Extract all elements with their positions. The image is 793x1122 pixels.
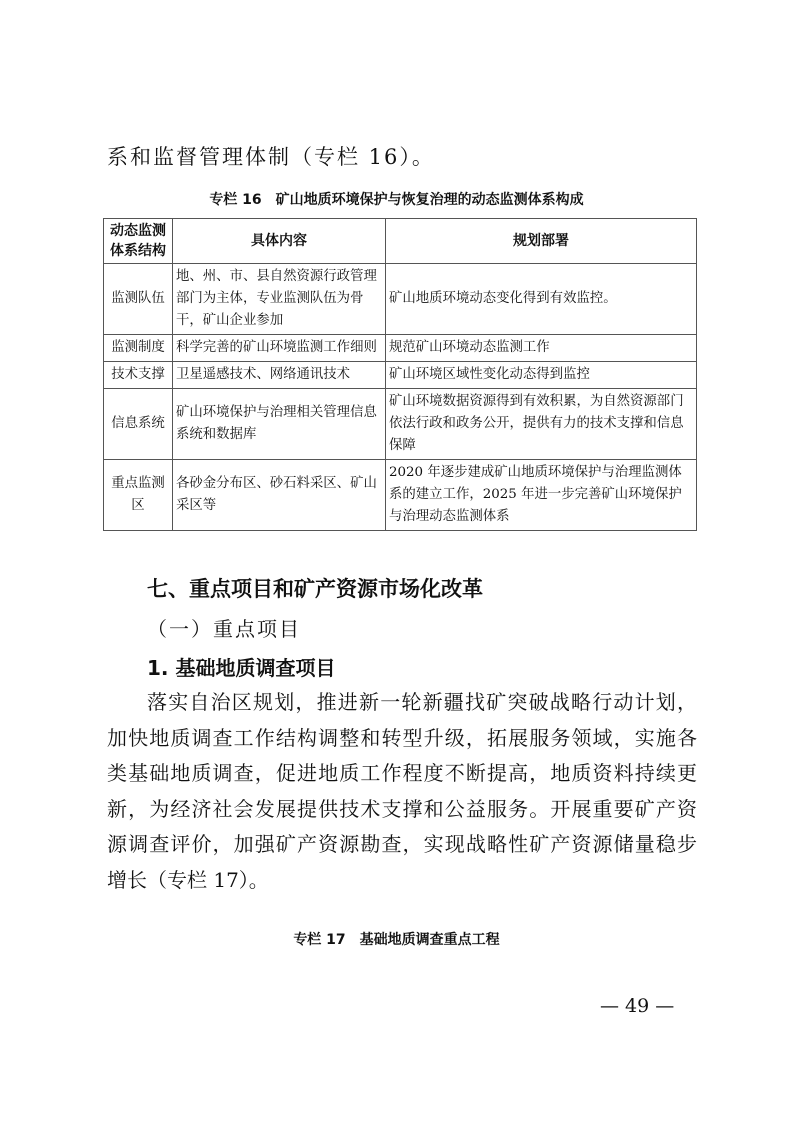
row-label: 信息系统 — [104, 389, 173, 460]
item-title: 1. 基础地质调查项目 — [147, 656, 336, 680]
table-row — [104, 460, 697, 531]
row-label: 监测制度 — [104, 335, 173, 362]
row-content: 卫星遥感技术、网络通讯技术 — [173, 362, 386, 389]
row-plan: 矿山地质环境动态变化得到有效监控。 — [386, 264, 697, 335]
box17-caption: 专栏 17 基础地质调查重点工程 — [293, 932, 500, 948]
paragraph-line: 加快地质调查工作结构调整和转型升级，拓展服务领域，实施各 — [107, 725, 697, 750]
body-paragraph — [107, 685, 697, 898]
header-structure: 动态监测体系结构 — [104, 219, 173, 264]
row-label: 技术支撑 — [104, 362, 173, 389]
row-label: 重点监测区 — [104, 460, 173, 531]
row-content: 科学完善的矿山环境监测工作细则 — [173, 335, 386, 362]
row-content: 各砂金分布区、砂石料采区、矿山采区等 — [173, 460, 386, 531]
row-content: 地、州、市、县自然资源行政管理部门为主体，专业监测队伍为骨干，矿山企业参加 — [173, 264, 386, 335]
section-title: 七、重点项目和矿产资源市场化改革 — [147, 577, 483, 601]
paragraph-line: 新，为经济社会发展提供技术支撑和公益服务。开展重要矿产资 — [107, 796, 697, 821]
paragraph-line: 增长（专栏 17）。 — [107, 867, 269, 892]
table-row — [104, 389, 697, 460]
table-row — [104, 362, 697, 389]
box16-caption: 专栏 16 矿山地质环境保护与恢复治理的动态监测体系构成 — [209, 192, 584, 208]
table-row — [104, 264, 697, 335]
paragraph-line: 类基础地质调查，促进地质工作程度不断提高，地质资料持续更 — [107, 761, 697, 785]
row-plan: 矿山环境区域性变化动态得到监控 — [386, 362, 697, 389]
intro-line: 系和监督管理体制（专栏 16）。 — [107, 145, 435, 169]
box16-table — [103, 218, 697, 531]
paragraph-line: 落实自治区规划，推进新一轮新疆找矿突破战略行动计划， — [147, 690, 697, 714]
paragraph-line: 源调查评价，加强矿产资源勘查，实现战略性矿产资源储量稳步 — [107, 832, 697, 856]
row-plan: 矿山环境数据资源得到有效积累，为自然资源部门依法行政和政务公开，提供有力的技术支撑和信息保障 — [386, 389, 697, 460]
row-plan: 规范矿山环境动态监测工作 — [386, 335, 697, 362]
row-plan: 2020 年逐步建成矿山地质环境保护与治理监测体系的建立工作，2025 年进一步完善矿山环境保护与治理动态监测体系 — [386, 460, 697, 531]
table-row — [104, 335, 697, 362]
page-number: — 49 — — [600, 995, 675, 1017]
row-content: 矿山环境保护与治理相关管理信息系统和数据库 — [173, 389, 386, 460]
header-content: 具体内容 — [173, 219, 386, 264]
header-plan: 规划部署 — [386, 219, 697, 264]
table-header-row — [104, 219, 697, 264]
subsection-title: （一）重点项目 — [147, 617, 301, 641]
row-label: 监测队伍 — [104, 264, 173, 335]
